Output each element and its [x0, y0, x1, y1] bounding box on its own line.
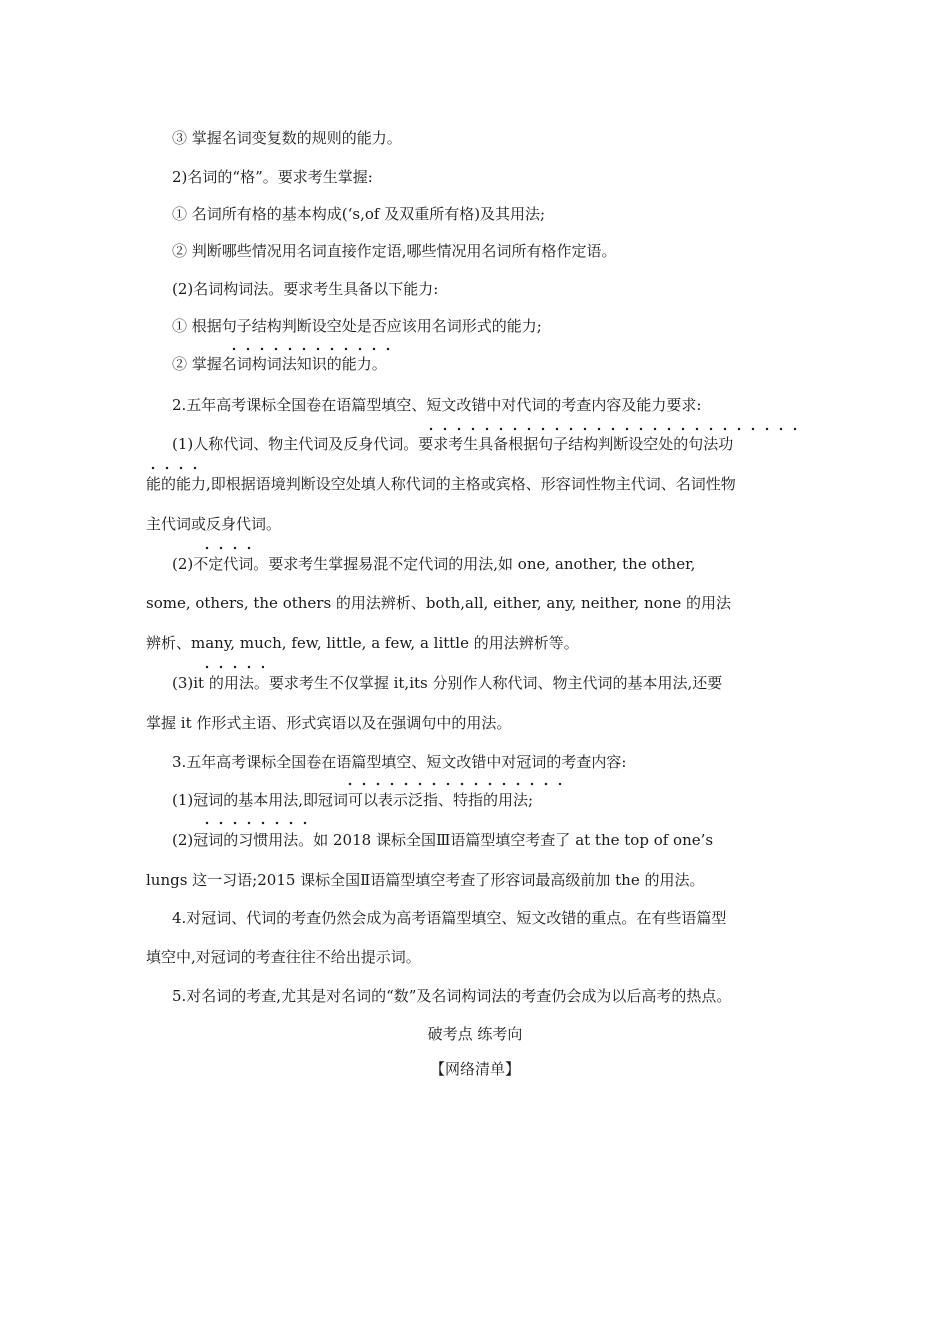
text-line: ① 根据句子结构判断设空处是否应该用名词形式的能力;: [172, 317, 542, 335]
text-line: (1)人称代词、物主代词及反身代词。要求考生具备根据句子结构判断设空处的句法功: [172, 435, 734, 453]
text-line: (1)冠词的基本用法,即冠词可以表示泛指、特指的用法;: [172, 791, 534, 809]
text-line: ① 名词所有格的基本构成(‘s,of 及双重所有格)及其用法;: [172, 205, 546, 223]
text-line: 掌握 it 作形式主语、形式宾语以及在强调句中的用法。: [146, 714, 512, 732]
emphasis-dots: [343, 781, 567, 787]
text-line: 主代词或反身代词。: [146, 515, 282, 533]
text-line: (2)冠词的习惯用法。如 2018 课标全国Ⅲ语篇型填空考查了 at the top of one’s: [172, 831, 714, 849]
text-line: some, others, the others 的用法辨析、both,all, either, any, neither, none 的用法: [146, 594, 731, 612]
text-line: (2)不定代词。要求考生掌握易混不定代词的用法,如 one, another, the other,: [172, 555, 696, 573]
text-line: ② 掌握名词构词法知识的能力。: [172, 355, 387, 373]
text-line: ③ 掌握名词变复数的规则的能力。: [172, 129, 402, 147]
text-line: 2.五年高考课标全国卷在语篇型填空、短文改错中对代词的考查内容及能力要求:: [172, 396, 702, 414]
text-line: ② 判断哪些情况用名词直接作定语,哪些情况用名词所有格作定语。: [172, 242, 617, 260]
emphasis-dots: [200, 545, 260, 551]
text-line: 4.对冠词、代词的考查仍然会成为高考语篇型填空、短文改错的重点。在有些语篇型: [172, 909, 727, 927]
section-title: 破考点 练考向: [427, 1025, 523, 1043]
text-line: (3)it 的用法。要求考生不仅掌握 it,its 分别作人称代词、物主代词的基本用法,还要: [172, 674, 723, 692]
emphasis-dots: [200, 664, 264, 670]
emphasis-dots: [146, 465, 204, 471]
emphasis-dots: [200, 820, 308, 826]
emphasis-dots: [227, 346, 393, 352]
text-line: (2)名词构词法。要求考生具备以下能力:: [172, 280, 439, 298]
section-subtitle: 【网络清单】: [429, 1060, 520, 1078]
text-line: 5.对名词的考查,尤其是对名词的“数”及名词构词法的考查仍会成为以后高考的热点。: [172, 987, 732, 1005]
text-line: lungs 这一习语;2015 课标全国Ⅱ语篇型填空考查了形容词最高级前加 the 的用法。: [146, 871, 705, 889]
text-line: 2)名词的“格”。要求考生掌握:: [172, 168, 373, 186]
text-line: 填空中,对冠词的考查往往不给出提示词。: [146, 948, 421, 966]
emphasis-dots: [424, 426, 802, 432]
text-line: 能的能力,即根据语境判断设空处填人称代词的主格或宾格、形容词性物主代词、名词性物: [146, 475, 736, 493]
text-line: 3.五年高考课标全国卷在语篇型填空、短文改错中对冠词的考查内容:: [172, 753, 627, 771]
text-line: 辨析、many, much, few, little, a few, a little 的用法辨析等。: [146, 634, 579, 652]
